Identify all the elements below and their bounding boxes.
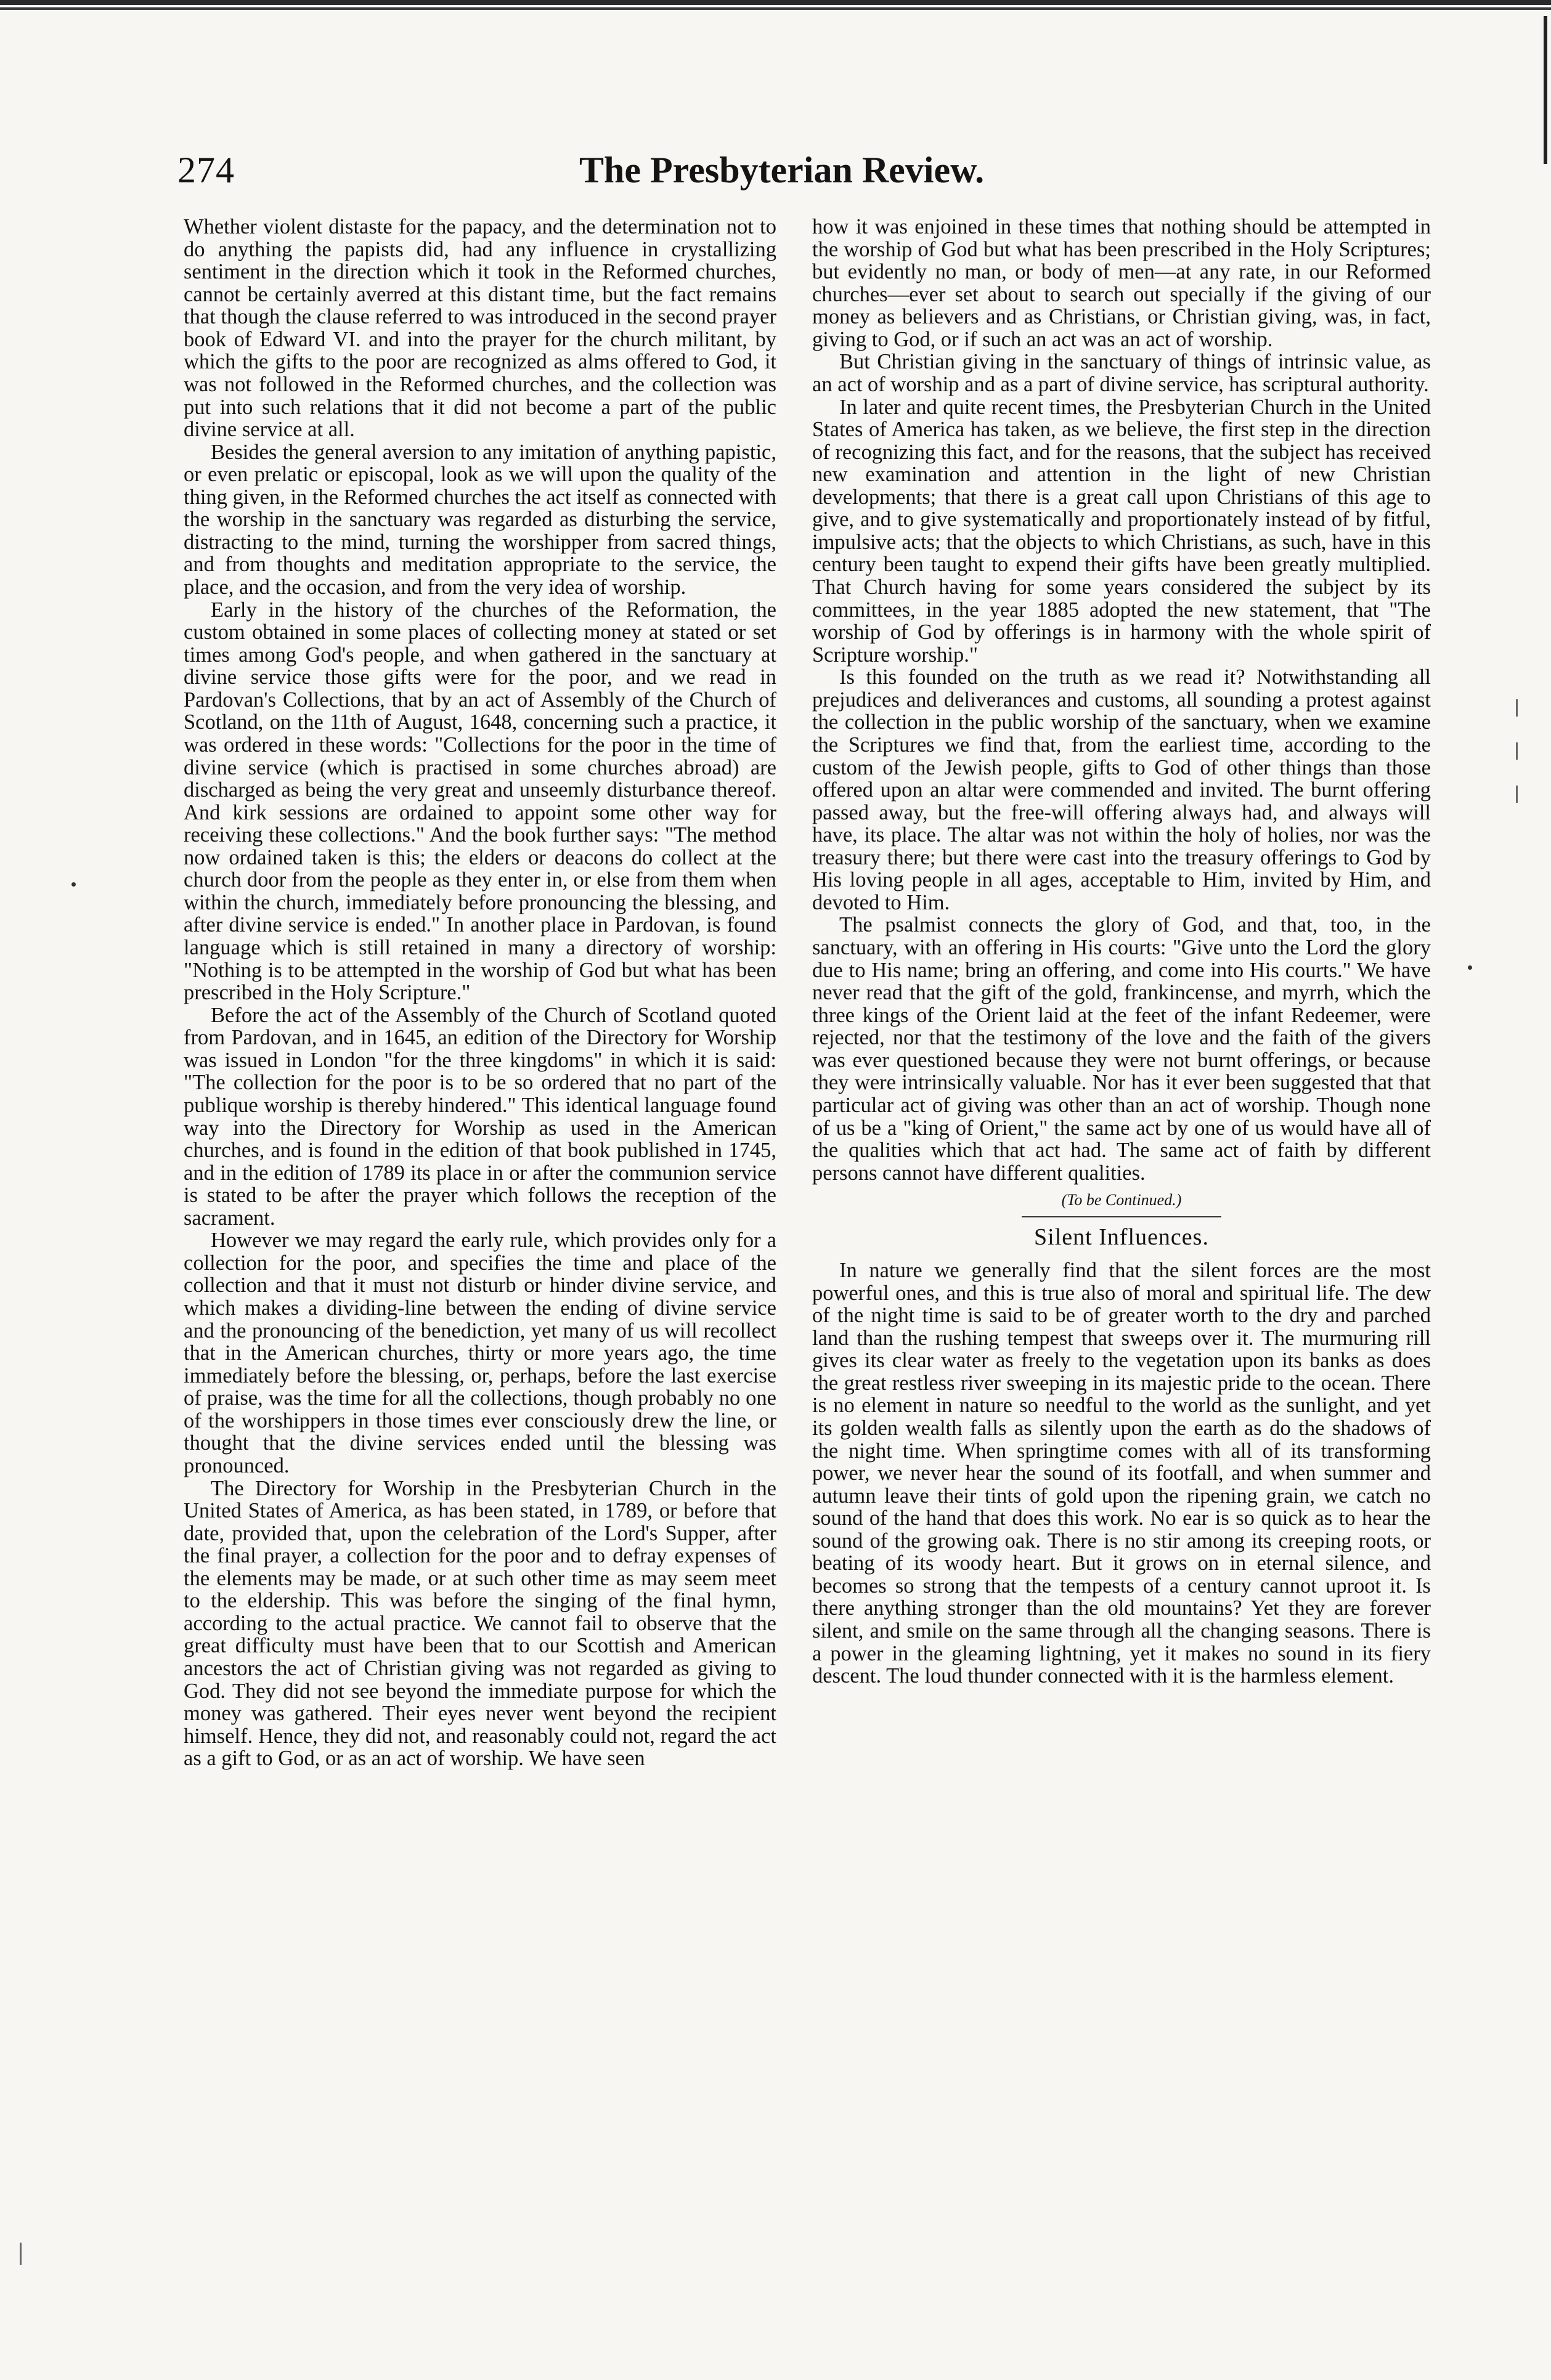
section-title: Silent Influences. bbox=[1034, 1224, 1209, 1250]
left-column bbox=[184, 216, 776, 1770]
right-margin-rule bbox=[1544, 16, 1547, 164]
paragraph: In later and quite recent times, the Presbyterian Church in the United States of America has taken, as we believe, the first step in the direction of recognizing this fact, and for the reasons, that the subject has received new examination and attention in the light of new Christian developments; that there is a great call upon Christians of this age to give, and to give systematically and proportionately instead of by fitful, impulsive acts; that the objects to which Christians, as such, have in this century been taught to expend their gifts have been greatly multiplied. That Church having for some years considered the subject by its committees, in the year 1885 adopted the new statement, that "The worship of God by offerings is in harmony with the whole spirit of Scripture worship." bbox=[812, 395, 1431, 667]
paragraph: Is this founded on the truth as we read it? Notwithstanding all prejudices and deliverances and customs, all sounding a protest against the collection in the public worship of the sanctuary, when we examine the Scriptures we find that, from the earliest time, according to the custom of the Jewish people, gifts to God of other things than those offered upon an altar were commended and invited. The burnt offering passed away, but the free-will offering always had, and always will have, its place. The altar was not within the holy of holies, nor was the treasury there; but there were cast into the treasury offerings to God by His loving people in all ages, acceptable to Him, invited by Him, and devoted to Him. bbox=[812, 665, 1431, 914]
margin-speck bbox=[1516, 786, 1518, 803]
to-be-continued-note: (To be Continued.) bbox=[1061, 1191, 1182, 1209]
paragraph: The psalmist connects the glory of God, and that, too, in the sanctuary, with an offering in His courts: "Give unto the Lord the glory due to His name; bring an offering, and come into His courts." We have never read that the gift of the gold, frankincense, and myrrh, which the three kings of the Orient laid at the feet of the infant Redeemer, were rejected, nor that the testimony of the love and the faith of the givers was ever questioned because they were not burnt offerings, or because they were intrinsically valuable. Nor has it ever been suggested that that particular act of giving was other than an act of worship. Though none of us be a "king of Orient," the same act by one of us would have all of the qualities which that act had. The same act of faith by different persons cannot have different qualities. bbox=[812, 913, 1431, 1185]
paragraph: Besides the general aversion to any imitation of anything papistic, or even prelatic or episcopal, look as we will upon the quality of the thing given, in the Reformed churches the act itself as connected with the worship in the sanctuary was regarded as disturbing the service, distracting to the mind, turning the worshipper from sacred things, and from thoughts and meditation appropriate to the service, the place, and the occasion, and from the very idea of worship. bbox=[184, 440, 776, 599]
margin-speck bbox=[1516, 699, 1518, 717]
paragraph: Before the act of the Assembly of the Church of Scotland quoted from Pardovan, and in 1645, an edition of the Directory for Worship was issued in London "for the three kingdoms" in which it is said: "The collection for the poor is to be so ordered that no part of the publique worship is thereby hindered." This identical language found way into the Directory for Worship as used in the American churches, and is found in the edition of that book published in 1745, and in the edition of 1789 its place in or after the communion service is stated to be after the prayer which follows the reception of the sacrament. bbox=[184, 1003, 776, 1230]
paragraph: Whether violent distaste for the papacy, and the determination not to do anything the papists did, had any influence in crystallizing sentiment in the direction which it took in the Reformed churches, cannot be certainly averred at this distant time, but the fact remains that though the clause referred to was introduced in the second prayer book of Edward VI. and into the prayer for the church militant, by which the gifts to the poor are recognized as alms offered to God, it was not followed in the Reformed churches, and the collection was put into such relations that it did not become a part of the public divine service at all. bbox=[184, 215, 776, 442]
paragraph: The Directory for Worship in the Presbyterian Church in the United States of America, as has been stated, in 1789, or before that date, provided that, upon the celebration of the Lord's Supper, after the final prayer, a collection for the poor and to defray expenses of the elements may be made, or at such other time as may seem meet to the eldership. This was before the singing of the final hymn, according to the actual practice. We cannot fail to observe that the great difficulty must have been that to our Scottish and American ancestors the act of Christian giving was not regarded as giving to God. They did not see beyond the immediate purpose for which the money was gathered. Their eyes never went beyond the recipient himself. Hence, they did not, and reasonably could not, regard the act as a gift to God, or as an act of worship. We have seen bbox=[184, 1476, 776, 1771]
top-border-rule bbox=[0, 0, 1551, 16]
paragraph: However we may regard the early rule, which provides only for a collection for the poor, and specifies the time and place of the collection and that it must not disturb or hinder divine service, and which makes a dividing-line between the ending of divine service and the pronouncing of the benediction, yet many of us will recollect that in the American churches, thirty or more years ago, the time immediately before the blessing, or, perhaps, before the last exercise of praise, was the time for all the collections, though probably no one of the worshippers in those times ever consciously drew the line, or thought that the divine services ended until the blessing was pronounced. bbox=[184, 1229, 776, 1477]
margin-speck bbox=[1468, 965, 1472, 970]
margin-speck bbox=[1516, 742, 1518, 760]
paragraph: In nature we generally find that the silent forces are the most powerful ones, and this is true also of moral and spiritual life. The dew of the night time is said to be of greater worth to the dry and parched land than the rushing tempest that sweeps over it. The murmuring rill gives its clear water as freely to the vegetation upon its banks as does the great restless river sweeping in its majestic pride to the ocean. There is no element in nature so needful to the world as the sunlight, and yet its golden wealth falls as silently upon the earth as do the shadows of the night time. When springtime comes with all of its transforming power, we never hear the sound of its footfall, and when summer and autumn leave their tints of gold upon the ripening grain, we catch no sound of the hand that does this work. No ear is so quick as to hear the sound of the growing oak. There is no stir among its creeping roots, or beating of its woody heart. But it grows on in eternal silence, and becomes so strong that the tempests of a century cannot uproot it. Is there anything stronger than the old mountains? Yet they are forever silent, and smile on the same through all the changing seasons. There is a power in the gleaming lightning, yet it makes no sound in its fiery descent. The loud thunder connected with it is the harmless element. bbox=[812, 1259, 1431, 1688]
margin-speck bbox=[71, 882, 76, 887]
paragraph: But Christian giving in the sanctuary of things of intrinsic value, as an act of worship and as a part of divine service, has scriptural authority. bbox=[812, 350, 1431, 396]
running-title: The Presbyterian Review. bbox=[579, 150, 985, 190]
right-column bbox=[812, 216, 1431, 1688]
section-divider bbox=[1022, 1216, 1221, 1217]
paragraph: Early in the history of the churches of the Reformation, the custom obtained in some places of collecting money at stated or set times among God's people, and when gathered in the sanctuary at divine service those gifts were for the poor, and we read in Pardovan's Collections, that by an act of Assembly of the Church of Scotland, on the 11th of August, 1648, concerning such a practice, it was ordered in these words: "Collections for the poor in the time of divine service (which is practised in some churches abroad) are discharged as being the very great and unseemly disturbance thereof. And kirk sessions are ordained to appoint some other way for receiving these collections." And the book further says: "The method now ordained taken is this; the elders or deacons do collect at the church door from the people as they enter in, or else from them when within the church, immediately before pronouncing the blessing, and after divine service is ended." In another place in Pardovan, is found language which is still retained in many a directory of worship: "Nothing is to be attempted in the worship of God but what has been prescribed in the Holy Scripture." bbox=[184, 598, 776, 1005]
page-number: 274 bbox=[177, 150, 235, 190]
margin-speck bbox=[20, 2243, 22, 2265]
paragraph: how it was enjoined in these times that nothing should be attempted in the worship of God but what has been prescribed in the Holy Scriptures; but evidently no man, or body of men—at any rate, in our Reformed churches—ever set about to search out specially if the giving of our money as believers and as Christians, or Christian giving, was, in fact, giving to God, or if such an act was an act of worship. bbox=[812, 215, 1431, 351]
